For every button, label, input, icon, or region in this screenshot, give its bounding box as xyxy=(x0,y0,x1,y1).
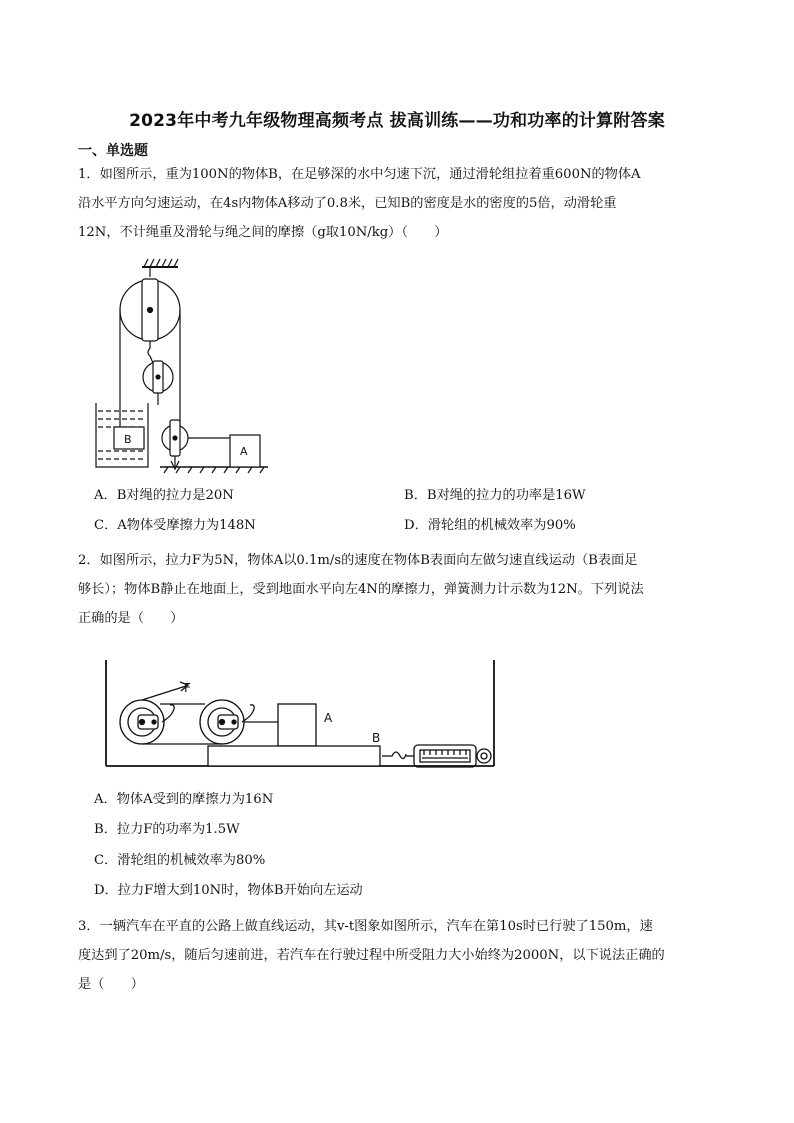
question-2-option-c[interactable]: C．滑轮组的机械效率为80% xyxy=(94,853,266,868)
question-1-figure xyxy=(90,255,280,477)
question-2-line-3: 正确的是（ ） xyxy=(78,611,184,626)
figure-2-label-a: A xyxy=(324,711,333,725)
question-3-line-2: 度达到了20m/s，随后匀速前进，若汽车在行驶过程中所受阻力大小始终为2000N，以下说法正确的 xyxy=(78,948,665,963)
question-3-text xyxy=(78,912,718,999)
figure-1-label-a: A xyxy=(240,445,248,458)
figure-1-label-b: B xyxy=(124,433,132,446)
question-1-line-1: 1．如图所示，重为100N的物体B，在足够深的水中匀速下沉，通过滑轮组拉着重600N的物体A xyxy=(78,167,641,182)
document-title: 2023年中考九年级物理高频考点 拔高训练——功和功率的计算附答案 xyxy=(129,111,665,131)
question-2-line-2: 够长）；物体B静止在地面上，受到地面水平向左4N的摩擦力，弹簧测力计示数为12N。下列说法 xyxy=(78,582,644,597)
question-1-line-3: 12N，不计绳重及滑轮与绳之间的摩擦（g取10N/kg）（ ） xyxy=(78,225,448,240)
question-2-option-d[interactable]: D．拉力F增大到10N时，物体B开始向左运动 xyxy=(94,883,363,898)
question-1-option-d[interactable]: D．滑轮组的机械效率为90% xyxy=(404,518,576,533)
question-3-line-3: 是（ ） xyxy=(78,977,144,992)
question-1-option-b[interactable]: B．B对绳的拉力的功率是16W xyxy=(404,488,586,503)
question-2-option-a[interactable]: A．物体A受到的摩擦力为16N xyxy=(94,792,274,807)
question-1-text xyxy=(78,160,718,247)
question-2-option-b[interactable]: B．拉力F的功率为1.5W xyxy=(94,822,240,837)
section-heading: 一、单选题 xyxy=(78,143,148,159)
question-2-text xyxy=(78,546,718,633)
figure-2-label-f: F xyxy=(184,681,191,695)
question-2-line-1: 2．如图所示，拉力F为5N，物体A以0.1m/s的速度在物体B表面向左做匀速直线运动（B表面足 xyxy=(78,553,638,568)
question-3-line-1: 3．一辆汽车在平直的公路上做直线运动，其v-t图象如图所示，汽车在第10s时已行驶了150m，速 xyxy=(78,919,653,934)
question-1-option-c[interactable]: C．A物体受摩擦力为148N xyxy=(94,518,256,533)
figure-2-label-b: B xyxy=(372,731,381,745)
question-2-figure xyxy=(100,656,500,774)
question-1-line-2: 沿水平方向匀速运动，在4s内物体A移动了0.8米，已知B的密度是水的密度的5倍，动滑轮重 xyxy=(78,196,617,211)
question-1-option-a[interactable]: A．B对绳的拉力是20N xyxy=(94,488,234,503)
